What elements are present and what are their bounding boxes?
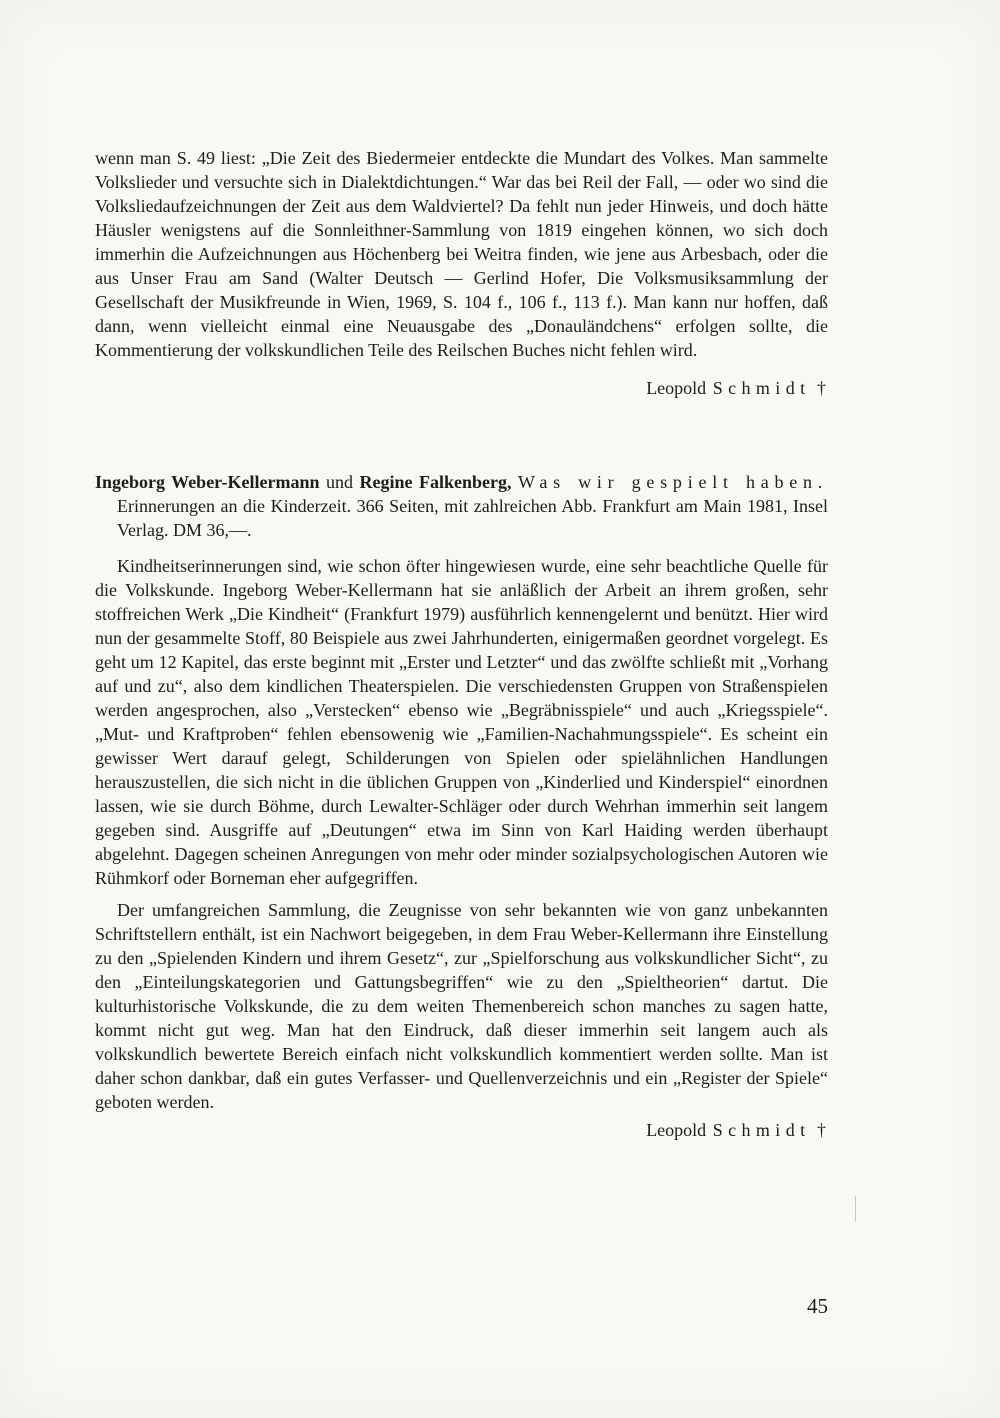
review-publication-details: Erinnerungen an die Kinderzeit. 366 Seiten, mit zahlreichen Abb. Frankfurt am Main 1981, Insel Verlag. DM 36,—. xyxy=(117,496,828,540)
review-signature xyxy=(95,1118,828,1142)
review-book-title: Was wir gespielt haben. xyxy=(518,472,829,492)
review-author-2: Regine Falkenberg, xyxy=(359,472,512,492)
signature-first-name: Leopold xyxy=(646,1120,707,1140)
previous-review-body: wenn man S. 49 liest: „Die Zeit des Biedermeier entdeckte die Mundart des Volkes. Man sammelte Volkslieder und versuchte sich in Dialektdichtungen.“ War das bei Reil der Fall, — oder wo sind die Volksliedaufzeichnungen der Zeit aus dem Waldviertel? Da fehlt nun jeder Hinweis, und doch hätte Häusler wenigstens auf die Sonnleithner-Sammlung von 1819 eingehen können, wo sich doch immerhin die Aufzeichnungen aus Höchenberg bei Weitra finden, wie jene aus Arbesbach, oder die aus Unser Frau am Sand (Walter Deutsch — Gerlind Hofer, Die Volksmusiksammlung der Gesellschaft der Musikfreunde in Wien, 1969, S. 104 f., 106 f., 113 f.). Man kann nur hoffen, daß dann, wenn vielleicht einmal eine Neuausgabe des „Donauländchens“ erfolgen sollte, die Kommentierung der volkskundlichen Teile des Reilschen Buches nicht fehlen wird. xyxy=(95,148,828,360)
scan-artifact-line xyxy=(855,1196,856,1222)
previous-review-signature xyxy=(95,376,828,400)
signature-last-name: Schmidt xyxy=(712,378,811,398)
review-paragraph-1: Kindheitserinnerungen sind, wie schon öfter hingewiesen wurde, eine sehr beachtliche Quelle für die Volkskunde. Ingeborg Weber-Kellermann hat sie anläßlich der Arbeit an ihrem großen, sehr stoffreichen Werk „Die Kindheit“ (Frankfurt 1979) ausführlich kennengelernt und benützt. Hier wird nun der gesammelte Stoff, 80 Beispiele aus zwei Jahrhunderten, einigermaßen geordnet vorgelegt. Es geht um 12 Kapitel, das erste beginnt mit „Erster und Letzter“ und das zwölfte schließt mit „Vorhang auf und zu“, also dem kindlichen Theaterspielen. Die verschiedensten Gruppen von Straßenspielen werden angesprochen, also „Verstecken“ ebenso wie „Begräbnisspiele“ und auch „Kriegsspiele“. „Mut- und Kraftproben“ fehlen ebensowenig wie „Familien-Nachahmungsspiele“. Es scheint ein gewisser Wert darauf gelegt, Schilderungen von Spielen oder spielähnlichen Handlungen herauszustellen, die sich nicht in die üblichen Gruppen von „Kinderlied und Kinderspiel“ einordnen lassen, wie sie durch Böhme, durch Lewalter-Schläger oder durch Wehrhan immerhin seit langem gegeben sind. Ausgriffe auf „Deutungen“ etwa im Sinn von Karl Haiding werden überhaupt abgelehnt. Dagegen scheinen Anregungen von mehr oder minder sozialpsychologischen Autoren wie Rühmkorf oder Borneman eher aufgegriffen. xyxy=(95,556,828,888)
dagger-symbol: † xyxy=(817,378,826,398)
page-number: 45 xyxy=(807,1294,828,1318)
review-heading xyxy=(95,470,828,542)
signature-first-name: Leopold xyxy=(646,378,707,398)
review-paragraph-2: Der umfangreichen Sammlung, die Zeugnisse von sehr bekannten wie von ganz unbekannten Schriftstellern enthält, ist ein Nachwort beigegeben, in dem Frau Weber-Kellermann ihre Einstellung zu den „Spielenden Kindern und ihrem Gesetz“, zur „Spielforschung aus volkskundlicher Sicht“, zu den „Einteilungskategorien und Gattungsbegriffen“ wie zu den „Spieltheorien“ dartut. Die kulturhistorische Volkskunde, die zu dem weiten Themenbereich schon manches zu sagen hatte, kommt nicht gut weg. Man hat den Eindruck, daß dieser immerhin seit langem auch als volkskundlich bewertete Bereich einfach nicht volkskundlich kommentiert werden sollte. Man ist daher schon dankbar, daß ein gutes Verfasser- und Quellenverzeichnis und ein „Register der Spiele“ geboten werden. xyxy=(95,900,828,1112)
dagger-symbol: † xyxy=(817,1120,826,1140)
review-heading-conjunction: und xyxy=(326,472,353,492)
review-author-1: Ingeborg Weber-Kellermann xyxy=(95,472,320,492)
signature-last-name: Schmidt xyxy=(712,1120,811,1140)
text-block xyxy=(95,146,828,1142)
